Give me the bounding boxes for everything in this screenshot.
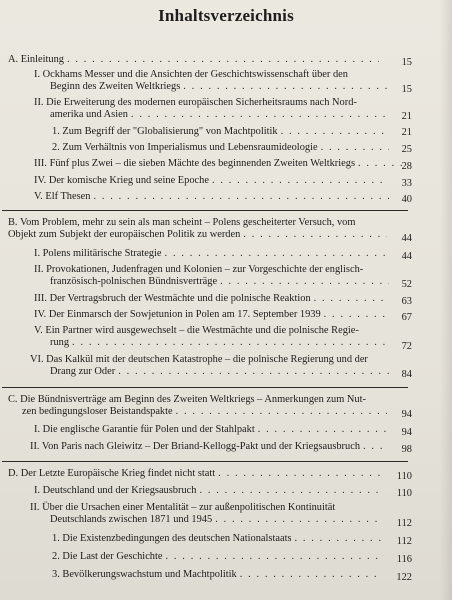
toc-entry-page: 21 (401, 111, 412, 122)
toc-entry-title: II. Von Paris nach Gleiwitz – Der Briand-Kellogg-Pakt und der Kriegsausbruch (30, 441, 361, 452)
toc-entry-title: 1. Die Existenzbedingungen des deutschen Nationalstaats (52, 533, 292, 544)
toc-entry-title: III. Fünf plus Zwei – die sieben Mächte des beginnenden Zweiten Weltkriegs (34, 158, 355, 169)
toc-entry-d (8, 468, 384, 480)
toc-entry-page: 15 (401, 84, 412, 95)
toc-entry-title: IV. Der Einmarsch der Sowjetunion in Polen am 17. September 1939 (34, 309, 321, 320)
toc-entry-title: V. Ein Partner wird ausgewechselt – die Westmächte und die polnische Regie- (34, 325, 359, 336)
dot-leader (321, 142, 389, 154)
dot-leader (218, 468, 381, 480)
dot-leader (199, 485, 381, 497)
toc-entry-title: IV. Der komische Krieg und seine Epoche (34, 175, 209, 186)
toc-entry-title-cont: amerika und Asien (50, 109, 128, 120)
toc-entry-page: 40 (401, 194, 412, 205)
dot-leader (183, 81, 389, 93)
toc-entry-b-6 (30, 354, 408, 378)
toc-entry-b-5 (34, 325, 408, 349)
toc-entry-title: II. Die Erweiterung des modernen europäischen Sicherheitsraums nach Nord- (34, 97, 357, 108)
dot-leader (165, 248, 389, 260)
toc-entry-d-2-2 (52, 551, 384, 563)
section-divider (2, 387, 408, 388)
toc-entry-page: 44 (401, 233, 412, 244)
toc-entry-title: 1. Zum Begriff der "Globalisierung" von Machtpolitik (52, 126, 278, 137)
toc-entry-page: 28 (401, 161, 412, 172)
toc-entry-page: 44 (401, 251, 412, 262)
toc-entry-title-cont: rung (50, 337, 70, 348)
toc-entry-b-2 (34, 264, 408, 288)
toc-entry-page: 116 (396, 554, 412, 565)
dot-leader (93, 191, 389, 203)
dot-leader (314, 293, 389, 305)
toc-entry-page: 122 (396, 572, 412, 583)
toc-entry-a-2-2 (52, 142, 392, 154)
toc-entry-title-cont: Beginn des Zweiten Weltkriegs (50, 81, 181, 92)
toc-entry-page: 21 (401, 127, 412, 138)
toc-entry-b-3 (34, 293, 392, 305)
toc-entry-b-1 (34, 248, 392, 260)
toc-entry-a-2-1 (52, 126, 392, 138)
toc-entry-d-1 (34, 485, 384, 497)
section-divider (2, 210, 408, 211)
section-divider (2, 461, 408, 462)
toc-entry-title: I. Polens militärische Strategie (34, 248, 162, 259)
page-title: Inhaltsverzeichnis (158, 6, 294, 25)
toc-entry-d-2-1 (52, 533, 384, 545)
toc-entry-page: 72 (401, 341, 412, 352)
dot-leader (72, 337, 389, 349)
toc-entry-page: 52 (401, 279, 412, 290)
toc-entry-b (8, 217, 408, 241)
toc-entry-page: 110 (396, 488, 412, 499)
toc-entry-c (8, 394, 408, 418)
dot-leader (131, 109, 389, 121)
toc-entry-title: I. Ockhams Messer und die Ansichten der Geschichtswissenschaft über den (34, 69, 348, 80)
dot-leader (258, 424, 389, 436)
toc-entry-title: C. Die Bündnisverträge am Beginn des Zweiten Weltkriegs – Anmerkungen zum Nut- (8, 394, 366, 405)
toc-entry-title: D. Der Letzte Europäische Krieg findet nicht statt (8, 468, 216, 479)
toc-entry-a-5 (34, 191, 392, 203)
toc-entry-page: 94 (401, 409, 412, 420)
dot-leader (67, 54, 379, 66)
toc-entry-page: 67 (401, 312, 412, 323)
toc-entry-page: 63 (401, 296, 412, 307)
toc-entry-page: 98 (401, 444, 412, 455)
toc-entry-a-3 (34, 158, 408, 170)
toc-entry-d-2-3 (52, 569, 384, 581)
toc-entry-title: 3. Bevölkerungswachstum und Machtpolitik (52, 569, 237, 580)
toc-entry-a-2 (34, 97, 408, 121)
dot-leader (118, 366, 389, 378)
toc-entry-page: 94 (401, 427, 412, 438)
toc-entry-title: I. Die englische Garantie für Polen und der Stahlpakt (34, 424, 255, 435)
toc-entry-a-4 (34, 175, 392, 187)
toc-entry-title: A. Einleitung (8, 54, 64, 65)
dot-leader (166, 551, 381, 563)
toc-entry-title: 2. Zum Verhältnis von Imperialismus und Lebensraumideologie (52, 142, 318, 153)
toc-entry-page: 84 (401, 369, 412, 380)
toc-entry-title-cont: französisch-polnischen Bündnisverträge (50, 276, 218, 287)
dot-leader (243, 229, 387, 241)
toc-entry-page: 112 (396, 518, 412, 529)
toc-entry-title-cont: Deutschlands zwischen 1871 und 1945 (50, 514, 213, 525)
toc-entry-a (8, 54, 382, 66)
toc-entry-title-cont: zen bedingungsloser Beistandspakte (22, 406, 173, 417)
dot-leader (215, 514, 381, 526)
toc-entry-page: 25 (401, 144, 412, 155)
dot-leader (281, 126, 389, 138)
toc-entry-c-2 (30, 441, 392, 453)
toc-entry-title: I. Deutschland und der Kriegsausbruch (34, 485, 197, 496)
toc-entry-a-1 (34, 69, 408, 93)
dot-leader (212, 175, 389, 187)
dot-leader (240, 569, 381, 581)
toc-entry-b-4 (34, 309, 392, 321)
toc-entry-title: II. Über die Ursachen einer Mentalität – zur außenpolitischen Kontinuität (30, 502, 336, 513)
toc-entry-title: 2. Die Last der Geschichte (52, 551, 163, 562)
toc-entry-title: B. Vom Problem, mehr zu sein als man scheint – Polens gescheiterter Versuch, vom (8, 217, 356, 228)
toc-entry-title-cont: Drang zur Oder (50, 366, 116, 377)
toc-entry-title: III. Der Vertragsbruch der Westmächte und die polnische Reaktion (34, 293, 311, 304)
dot-leader (295, 533, 382, 545)
toc-entry-page: 33 (401, 178, 412, 189)
toc-entry-title: VI. Das Kalkül mit der deutschen Katastrophe – die polnische Regierung und der (30, 354, 368, 365)
toc-entry-d-2 (30, 502, 408, 526)
toc-entry-title: II. Provokationen, Judenfragen und Kolonien – zur Vorgeschichte der englisch- (34, 264, 364, 275)
dot-leader (176, 406, 387, 418)
toc-entry-page: 112 (396, 536, 412, 547)
dot-leader (324, 309, 389, 321)
dot-leader (220, 276, 389, 288)
toc-entry-page: 15 (401, 57, 412, 68)
toc-entry-title-cont: Objekt zum Subjekt der europäischen Politik zu werden (8, 229, 241, 240)
toc-entry-c-1 (34, 424, 392, 436)
toc-entry-page: 110 (396, 471, 412, 482)
toc-entry-title: V. Elf Thesen (34, 191, 91, 202)
